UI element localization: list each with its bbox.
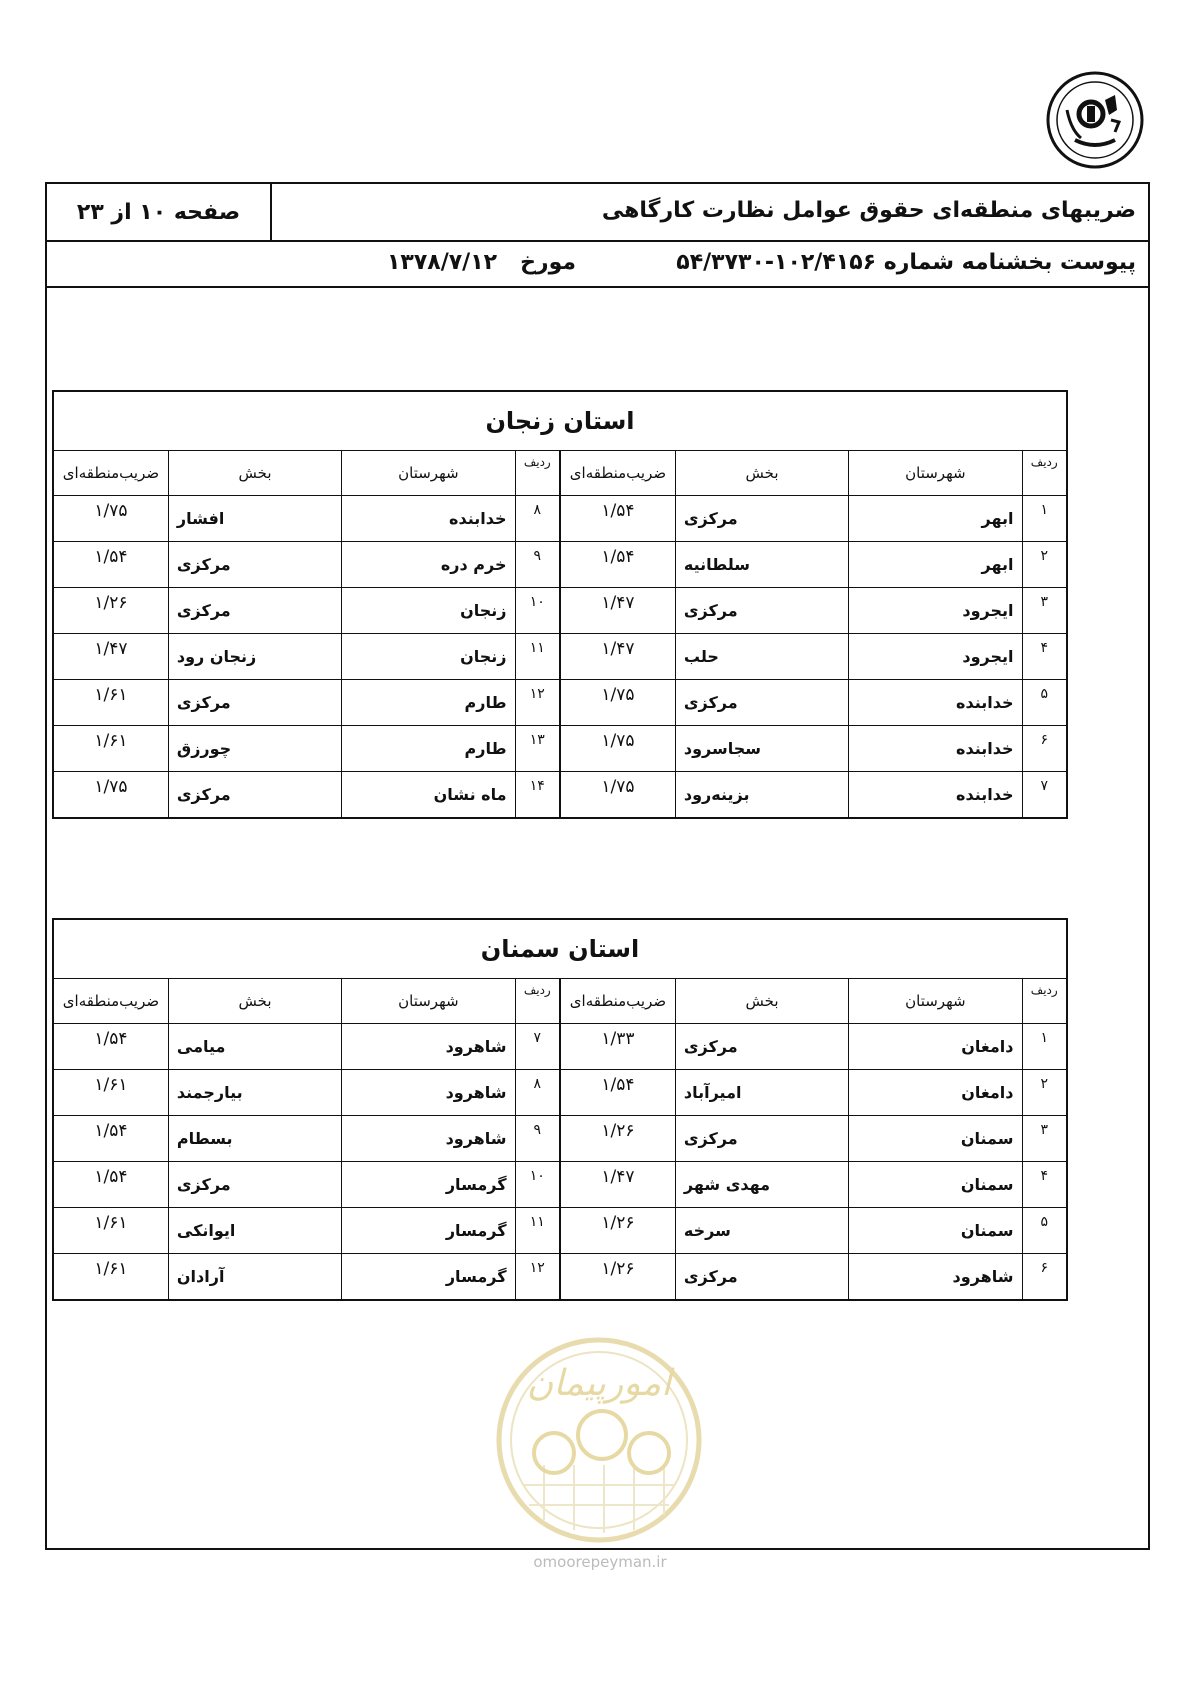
city-cell: دامغان	[849, 1024, 1022, 1070]
row-number: ۶	[1022, 1254, 1067, 1301]
coefficient-cell: ۱/۷۵	[53, 496, 168, 542]
document-title: ضریبهای منطقه‌ای حقوق عوامل نظارت کارگاهی	[601, 198, 1136, 223]
city-cell: ابهر	[849, 496, 1022, 542]
col-district: بخش	[168, 451, 341, 496]
coefficient-cell: ۱/۲۶	[560, 1208, 675, 1254]
row-number: ۱۰	[515, 1162, 560, 1208]
city-cell: زنجان	[342, 634, 515, 680]
coefficient-cell: ۱/۴۷	[560, 588, 675, 634]
row-number: ۱۳	[515, 726, 560, 772]
col-district: بخش	[168, 979, 341, 1024]
coefficient-cell: ۱/۵۴	[53, 542, 168, 588]
page-number: صفحه ۱۰ از ۲۳	[47, 184, 272, 240]
coefficient-cell: ۱/۷۵	[560, 680, 675, 726]
table-row	[53, 1208, 1067, 1254]
header-row-title	[47, 184, 1148, 242]
table-row	[53, 496, 1067, 542]
coefficient-cell: ۱/۴۷	[560, 634, 675, 680]
row-number: ۹	[515, 1116, 560, 1162]
city-cell: خدابنده	[849, 772, 1022, 819]
coefficient-cell: ۱/۳۳	[560, 1024, 675, 1070]
district-cell: سلطانیه	[675, 542, 848, 588]
district-cell: مرکزی	[168, 772, 341, 819]
district-cell: افشار	[168, 496, 341, 542]
coefficient-cell: ۱/۷۵	[560, 726, 675, 772]
row-number: ۱۱	[515, 634, 560, 680]
coefficient-cell: ۱/۷۵	[560, 772, 675, 819]
district-cell: زنجان رود	[168, 634, 341, 680]
district-cell: بزینه‌رود	[675, 772, 848, 819]
semnan-rows	[53, 1024, 1067, 1301]
district-cell: مرکزی	[168, 542, 341, 588]
row-number: ۷	[515, 1024, 560, 1070]
watermark-website: omoorepeyman.ir	[533, 1553, 667, 1571]
row-number: ۸	[515, 496, 560, 542]
coefficient-cell: ۱/۵۴	[53, 1162, 168, 1208]
table-row	[53, 542, 1067, 588]
city-cell: خدابنده	[342, 496, 515, 542]
row-number: ۱۲	[515, 1254, 560, 1301]
district-cell: مرکزی	[675, 680, 848, 726]
col-radif: ردیف	[1022, 979, 1067, 1024]
watermark-text: امورپیمان	[526, 1363, 672, 1404]
table-row	[53, 1070, 1067, 1116]
district-cell: سرخه	[675, 1208, 848, 1254]
row-number: ۲	[1022, 1070, 1067, 1116]
col-coef: ضریب‌منطقه‌ای	[53, 979, 168, 1024]
row-number: ۶	[1022, 726, 1067, 772]
city-cell: شاهرود	[342, 1024, 515, 1070]
district-cell: مرکزی	[675, 1254, 848, 1301]
city-cell: ایجرود	[849, 588, 1022, 634]
watermark-stamp-icon	[494, 1335, 704, 1545]
date-label: مورخ	[520, 250, 576, 275]
col-city: شهرستان	[342, 979, 515, 1024]
table-row	[53, 772, 1067, 819]
district-cell: مرکزی	[675, 588, 848, 634]
circular-date	[387, 250, 576, 275]
date-value: ۱۳۷۸/۷/۱۲	[387, 250, 498, 275]
col-coef: ضریب‌منطقه‌ای	[560, 979, 675, 1024]
province-title: استان سمنان	[53, 919, 1067, 979]
coefficient-cell: ۱/۵۴	[560, 496, 675, 542]
coefficient-cell: ۱/۶۱	[53, 726, 168, 772]
city-cell: طارم	[342, 726, 515, 772]
row-number: ۳	[1022, 1116, 1067, 1162]
district-cell: آرادان	[168, 1254, 341, 1301]
organization-logo-icon	[1045, 70, 1145, 170]
province-table-zanjan	[52, 390, 1068, 819]
col-city: شهرستان	[342, 451, 515, 496]
coefficient-cell: ۱/۴۷	[53, 634, 168, 680]
city-cell: ابهر	[849, 542, 1022, 588]
district-cell: مرکزی	[675, 496, 848, 542]
table-row	[53, 680, 1067, 726]
col-coef: ضریب‌منطقه‌ای	[53, 451, 168, 496]
col-city: شهرستان	[849, 451, 1022, 496]
col-radif: ردیف	[515, 979, 560, 1024]
table-row	[53, 1116, 1067, 1162]
city-cell: خرم دره	[342, 542, 515, 588]
row-number: ۱۲	[515, 680, 560, 726]
province-title: استان زنجان	[53, 391, 1067, 451]
col-district: بخش	[675, 979, 848, 1024]
row-number: ۱۰	[515, 588, 560, 634]
city-cell: ماه نشان	[342, 772, 515, 819]
city-cell: ایجرود	[849, 634, 1022, 680]
zanjan-rows	[53, 496, 1067, 819]
coefficient-cell: ۱/۵۴	[53, 1024, 168, 1070]
header-row-reference	[47, 242, 1148, 288]
city-cell: گرمسار	[342, 1208, 515, 1254]
table-row	[53, 634, 1067, 680]
city-cell: طارم	[342, 680, 515, 726]
district-cell: حلب	[675, 634, 848, 680]
col-district: بخش	[675, 451, 848, 496]
district-cell: بسطام	[168, 1116, 341, 1162]
table-row	[53, 1162, 1067, 1208]
district-cell: مهدی شهر	[675, 1162, 848, 1208]
row-number: ۱	[1022, 496, 1067, 542]
city-cell: گرمسار	[342, 1162, 515, 1208]
coefficient-cell: ۱/۵۴	[560, 542, 675, 588]
city-cell: زنجان	[342, 588, 515, 634]
city-cell: دامغان	[849, 1070, 1022, 1116]
district-cell: مرکزی	[675, 1024, 848, 1070]
coefficient-cell: ۱/۶۱	[53, 1208, 168, 1254]
city-cell: سمنان	[849, 1162, 1022, 1208]
coefficient-cell: ۱/۲۶	[560, 1116, 675, 1162]
district-cell: مرکزی	[168, 1162, 341, 1208]
coefficient-cell: ۱/۷۵	[53, 772, 168, 819]
col-radif: ردیف	[1022, 451, 1067, 496]
coefficient-cell: ۱/۴۷	[560, 1162, 675, 1208]
coefficient-cell: ۱/۵۴	[53, 1116, 168, 1162]
coefficient-cell: ۱/۶۱	[53, 1254, 168, 1301]
city-cell: سمنان	[849, 1208, 1022, 1254]
row-number: ۴	[1022, 634, 1067, 680]
row-number: ۵	[1022, 1208, 1067, 1254]
row-number: ۷	[1022, 772, 1067, 819]
district-cell: ایوانکی	[168, 1208, 341, 1254]
table-row	[53, 726, 1067, 772]
row-number: ۱۴	[515, 772, 560, 819]
coefficient-cell: ۱/۵۴	[560, 1070, 675, 1116]
table-row	[53, 588, 1067, 634]
coefficient-cell: ۱/۲۶	[560, 1254, 675, 1301]
district-cell: میامی	[168, 1024, 341, 1070]
col-radif: ردیف	[515, 451, 560, 496]
row-number: ۴	[1022, 1162, 1067, 1208]
col-city: شهرستان	[849, 979, 1022, 1024]
coefficient-cell: ۱/۶۱	[53, 680, 168, 726]
province-table-semnan	[52, 918, 1068, 1301]
city-cell: سمنان	[849, 1116, 1022, 1162]
col-coef: ضریب‌منطقه‌ای	[560, 451, 675, 496]
coefficient-cell: ۱/۶۱	[53, 1070, 168, 1116]
district-cell: مرکزی	[675, 1116, 848, 1162]
district-cell: بیارجمند	[168, 1070, 341, 1116]
table-row	[53, 1024, 1067, 1070]
city-cell: شاهرود	[342, 1070, 515, 1116]
city-cell: شاهرود	[849, 1254, 1022, 1301]
city-cell: شاهرود	[342, 1116, 515, 1162]
row-number: ۱۱	[515, 1208, 560, 1254]
row-number: ۵	[1022, 680, 1067, 726]
coefficient-cell: ۱/۲۶	[53, 588, 168, 634]
city-cell: خدابنده	[849, 680, 1022, 726]
row-number: ۱	[1022, 1024, 1067, 1070]
district-cell: مرکزی	[168, 680, 341, 726]
district-cell: مرکزی	[168, 588, 341, 634]
row-number: ۹	[515, 542, 560, 588]
row-number: ۳	[1022, 588, 1067, 634]
table-row	[53, 1254, 1067, 1301]
district-cell: چورزق	[168, 726, 341, 772]
district-cell: سجاسرود	[675, 726, 848, 772]
city-cell: خدابنده	[849, 726, 1022, 772]
city-cell: گرمسار	[342, 1254, 515, 1301]
row-number: ۸	[515, 1070, 560, 1116]
district-cell: امیرآباد	[675, 1070, 848, 1116]
circular-reference: پیوست بخشنامه شماره ۱۰۲/۴۱۵۶-۵۴/۳۷۳۰	[676, 250, 1136, 275]
row-number: ۲	[1022, 542, 1067, 588]
